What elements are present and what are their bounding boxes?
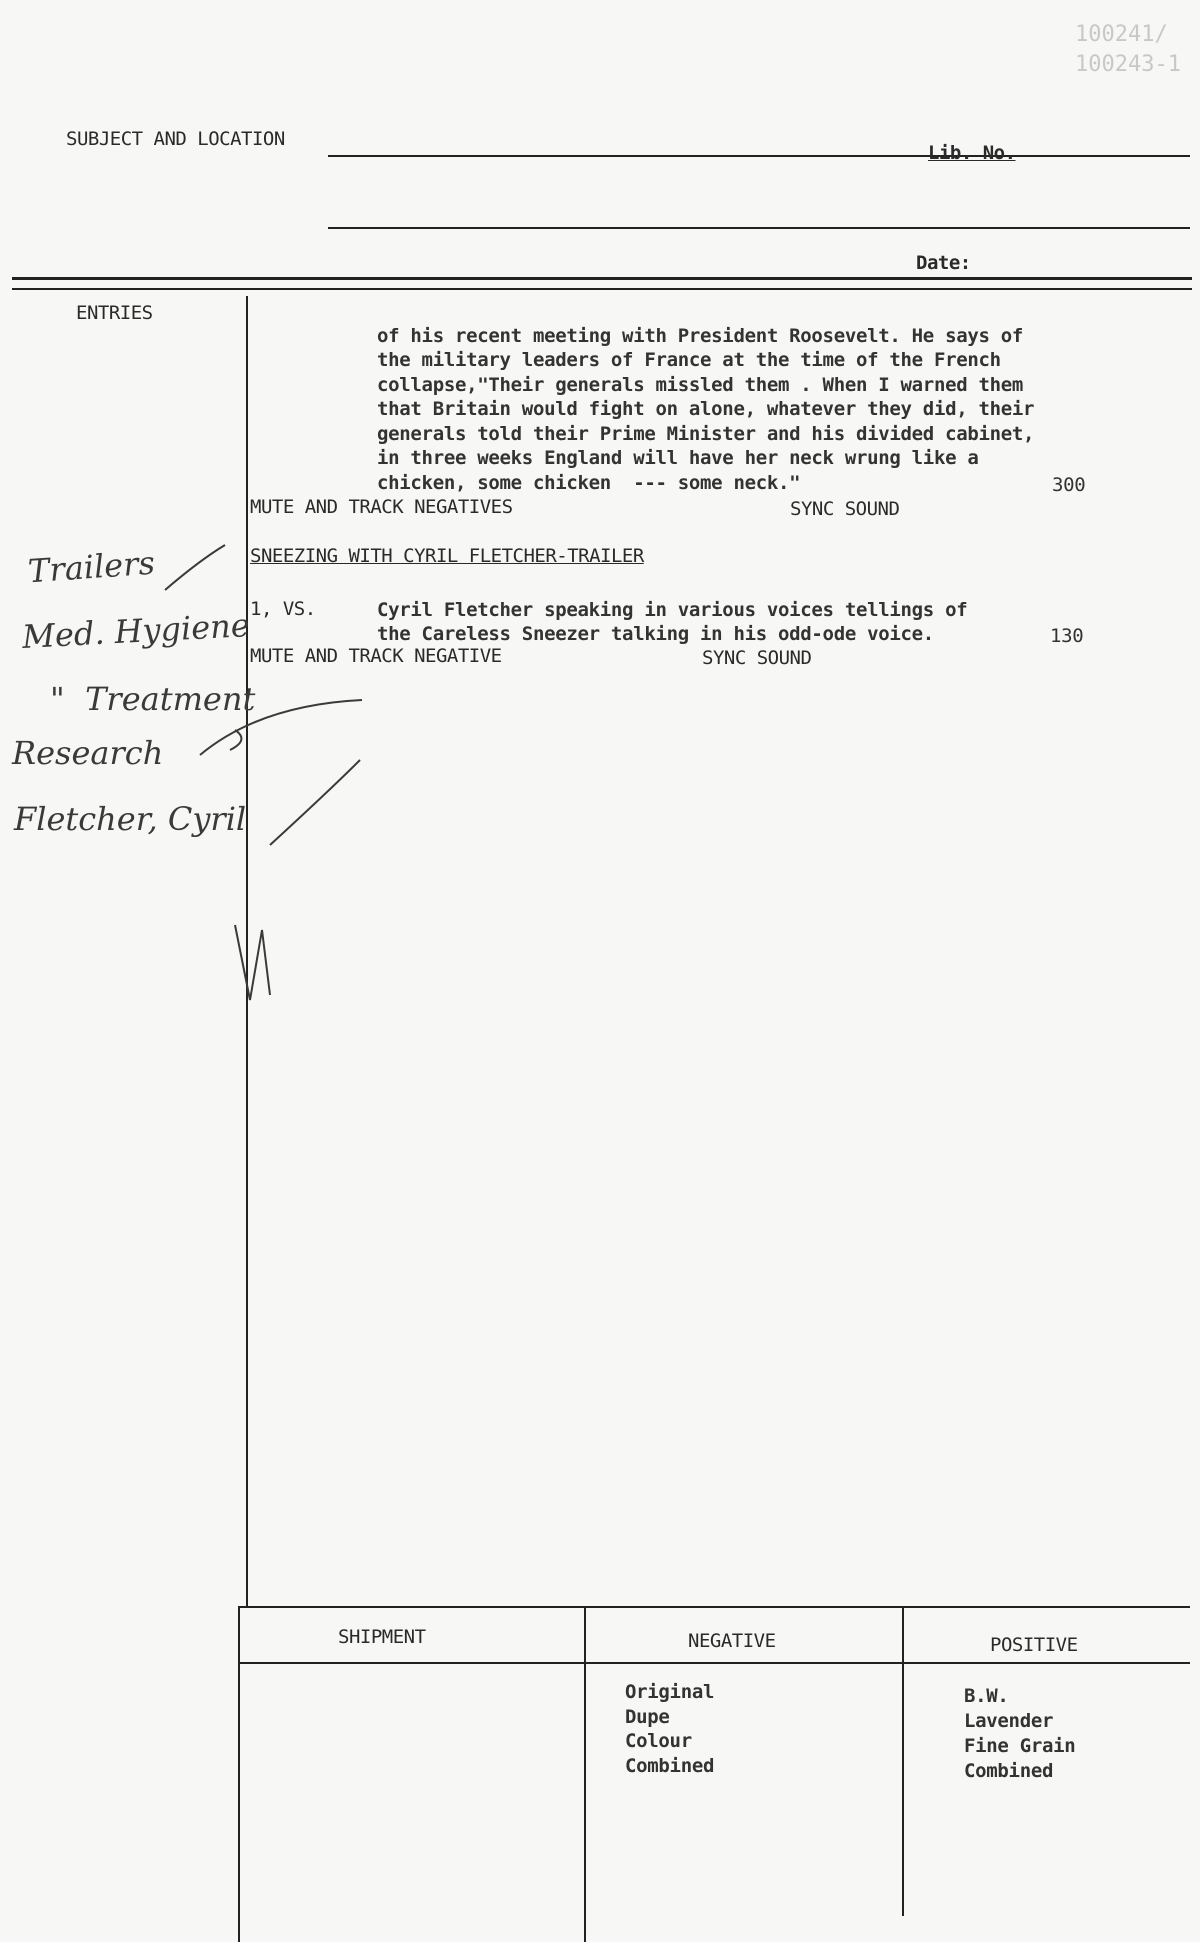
header-rule-bottom <box>12 288 1192 290</box>
mute-track-label: MUTE AND TRACK NEGATIVES <box>250 496 513 518</box>
footer-divider-left <box>238 1606 240 1942</box>
shot-number: 1, VS. <box>250 598 316 620</box>
positive-item: Fine Grain <box>964 1735 1076 1757</box>
entry-heading: SNEEZING WITH CYRIL FLETCHER-TRAILER <box>250 545 644 567</box>
negative-item: Colour <box>625 1730 692 1752</box>
entry-line: that Britain would fight on alone, whatever they did, their <box>377 398 1035 420</box>
entry-line: chicken, some chicken --- some neck." <box>377 472 801 494</box>
entry-line: generals told their Prime Minister and his divided cabinet, <box>377 423 1035 445</box>
mute-track-label: MUTE AND TRACK NEGATIVE <box>250 645 502 667</box>
handwritten-note: Med. Hygiene <box>21 606 251 656</box>
catalogue-stamp-bottom: 100243-1 <box>1075 52 1181 77</box>
shipment-header: SHIPMENT <box>338 1626 426 1648</box>
subject-line-2 <box>328 227 1190 229</box>
entry-line: in three weeks England will have her neck wrung like a <box>377 447 979 469</box>
handwritten-note: Research <box>12 734 164 772</box>
date-label: Date: <box>916 252 971 274</box>
entry-line: the military leaders of France at the time of the French <box>377 349 1001 371</box>
entries-divider <box>246 296 248 1606</box>
header-rule-top <box>12 277 1192 280</box>
negative-header: NEGATIVE <box>688 1630 776 1652</box>
entry-line: collapse,"Their generals missled them . When I warned them <box>377 374 1024 396</box>
handwritten-note: " Treatment <box>50 680 256 718</box>
positive-item: Lavender <box>964 1710 1054 1732</box>
lib-no-label: Lib. No. <box>928 142 1016 164</box>
positive-item: B.W. <box>964 1685 1009 1707</box>
handwritten-note: Fletcher, Cyril <box>14 800 247 838</box>
positive-item: Combined <box>964 1760 1054 1782</box>
entry-line: of his recent meeting with President Roosevelt. He says of <box>377 325 1024 347</box>
negative-item: Original <box>625 1681 715 1703</box>
negative-item: Combined <box>625 1755 715 1777</box>
footage-count: 300 <box>1052 474 1086 496</box>
footer-rule-header <box>238 1662 1190 1664</box>
footer-rule-top <box>238 1606 1190 1608</box>
subject-location-label: SUBJECT AND LOCATION <box>66 128 285 150</box>
catalogue-stamp-top: 100241/ <box>1075 22 1168 47</box>
footage-count: 130 <box>1050 625 1084 647</box>
handwritten-note: Trailers <box>26 543 157 591</box>
subject-line <box>328 155 1190 157</box>
footer-divider-right <box>902 1606 904 1916</box>
entry-line: the Careless Sneezer talking in his odd-ode voice. <box>377 623 934 645</box>
sync-sound-label: SYNC SOUND <box>702 647 812 669</box>
negative-item: Dupe <box>625 1706 670 1728</box>
entries-label: ENTRIES <box>76 302 153 324</box>
sync-sound-label: SYNC SOUND <box>790 498 900 520</box>
footer-divider-mid <box>584 1606 586 1942</box>
entry-line: Cyril Fletcher speaking in various voices tellings of <box>377 599 968 621</box>
positive-header: POSITIVE <box>990 1634 1078 1656</box>
